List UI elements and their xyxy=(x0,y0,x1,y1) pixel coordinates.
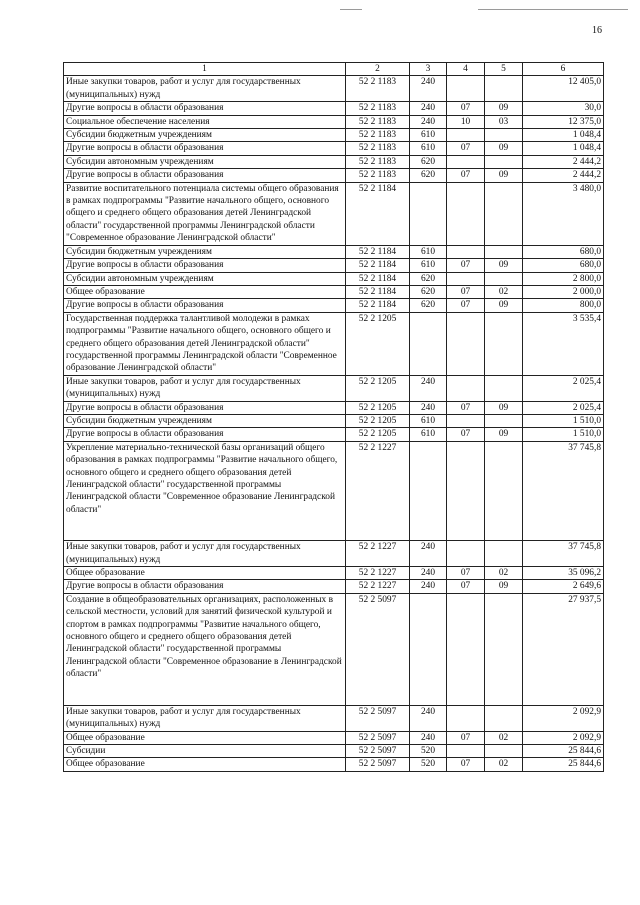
section-cell xyxy=(447,541,485,567)
target-code-cell: 52 2 1184 xyxy=(346,259,410,272)
item-name-cell: Развитие воспитательного потенциала системы общего образования в рамках подпрограммы "Развитие начального общего, основного общего и среднего общего образования детей Ленинградской области" государственной программы Ленинградской области "Современное образование Ленинградской области" xyxy=(64,182,346,245)
section-cell xyxy=(447,129,485,142)
section-cell: 07 xyxy=(447,102,485,115)
amount-cell: 680,0 xyxy=(523,245,604,258)
subsection-cell xyxy=(485,245,523,258)
table-row xyxy=(64,245,604,258)
table-row xyxy=(64,705,604,731)
table-row xyxy=(64,272,604,285)
table-row xyxy=(64,593,604,705)
section-cell: 07 xyxy=(447,401,485,414)
expense-type-cell xyxy=(410,593,447,705)
table-row xyxy=(64,731,604,744)
target-code-cell: 52 2 5097 xyxy=(346,731,410,744)
item-name-cell: Другие вопросы в области образования xyxy=(64,259,346,272)
table-row xyxy=(64,169,604,182)
expense-type-cell xyxy=(410,441,447,540)
item-name-cell: Иные закупки товаров, работ и услуг для государственных (муниципальных) нужд xyxy=(64,705,346,731)
amount-cell: 1 510,0 xyxy=(523,428,604,441)
table-row xyxy=(64,115,604,128)
subsection-cell: 03 xyxy=(485,115,523,128)
amount-cell: 2 649,6 xyxy=(523,580,604,593)
target-code-cell: 52 2 1227 xyxy=(346,541,410,567)
expense-type-cell: 610 xyxy=(410,142,447,155)
subsection-cell: 09 xyxy=(485,142,523,155)
item-name-cell: Социальное обеспечение населения xyxy=(64,115,346,128)
item-name-cell: Другие вопросы в области образования xyxy=(64,299,346,312)
item-name-cell: Другие вопросы в области образования xyxy=(64,580,346,593)
subsection-cell: 09 xyxy=(485,102,523,115)
table-row xyxy=(64,744,604,757)
amount-cell: 2 092,9 xyxy=(523,731,604,744)
table-row xyxy=(64,401,604,414)
item-name-cell: Субсидии автономным учреждениям xyxy=(64,155,346,168)
section-cell xyxy=(447,375,485,401)
target-code-cell: 52 2 1205 xyxy=(346,312,410,375)
expense-type-cell: 620 xyxy=(410,169,447,182)
expense-type-cell: 620 xyxy=(410,155,447,168)
subsection-cell xyxy=(485,414,523,427)
subsection-cell: 02 xyxy=(485,758,523,771)
expense-type-cell: 240 xyxy=(410,580,447,593)
target-code-cell: 52 2 1184 xyxy=(346,285,410,298)
section-cell xyxy=(447,441,485,540)
expense-type-cell: 240 xyxy=(410,115,447,128)
section-cell: 07 xyxy=(447,299,485,312)
item-name-cell: Другие вопросы в области образования xyxy=(64,428,346,441)
target-code-cell: 52 2 1205 xyxy=(346,375,410,401)
amount-cell: 1 048,4 xyxy=(523,142,604,155)
expense-type-cell: 610 xyxy=(410,245,447,258)
amount-cell: 37 745,8 xyxy=(523,441,604,540)
item-name-cell: Иные закупки товаров, работ и услуг для государственных (муниципальных) нужд xyxy=(64,375,346,401)
subsection-cell xyxy=(485,705,523,731)
amount-cell: 2 025,4 xyxy=(523,375,604,401)
expense-type-cell: 620 xyxy=(410,299,447,312)
table-row xyxy=(64,414,604,427)
table-row xyxy=(64,428,604,441)
amount-cell: 2 000,0 xyxy=(523,285,604,298)
table-row xyxy=(64,375,604,401)
section-cell xyxy=(447,312,485,375)
amount-cell: 3 480,0 xyxy=(523,182,604,245)
amount-cell: 25 844,6 xyxy=(523,758,604,771)
subsection-cell: 02 xyxy=(485,567,523,580)
table-row xyxy=(64,312,604,375)
column-header: 6 xyxy=(523,63,604,76)
subsection-cell xyxy=(485,375,523,401)
section-cell xyxy=(447,744,485,757)
target-code-cell: 52 2 5097 xyxy=(346,744,410,757)
table-row xyxy=(64,129,604,142)
target-code-cell: 52 2 1184 xyxy=(346,182,410,245)
target-code-cell: 52 2 1227 xyxy=(346,567,410,580)
item-name-cell: Создание в общеобразовательных организациях, расположенных в сельской местности, условий для занятий физической культурой и спортом в рамках подпрограммы "Развитие начального общего, основного общего и среднего общего образования детей Ленинградской области" государственной программы Ленинградской области "Современное образование в Ленинградской области" xyxy=(64,593,346,705)
section-cell xyxy=(447,76,485,102)
amount-cell: 2 444,2 xyxy=(523,155,604,168)
item-name-cell: Общее образование xyxy=(64,285,346,298)
section-cell xyxy=(447,414,485,427)
table-row xyxy=(64,567,604,580)
item-name-cell: Иные закупки товаров, работ и услуг для государственных (муниципальных) нужд xyxy=(64,76,346,102)
target-code-cell: 52 2 1205 xyxy=(346,428,410,441)
amount-cell: 30,0 xyxy=(523,102,604,115)
expense-type-cell: 610 xyxy=(410,414,447,427)
expense-type-cell: 240 xyxy=(410,401,447,414)
table-row xyxy=(64,541,604,567)
expense-type-cell: 520 xyxy=(410,758,447,771)
column-header: 1 xyxy=(64,63,346,76)
subsection-cell xyxy=(485,312,523,375)
target-code-cell: 52 2 1183 xyxy=(346,169,410,182)
section-cell: 07 xyxy=(447,758,485,771)
section-cell: 07 xyxy=(447,580,485,593)
target-code-cell: 52 2 1183 xyxy=(346,142,410,155)
header-row xyxy=(64,63,604,76)
section-cell: 07 xyxy=(447,428,485,441)
table-row xyxy=(64,285,604,298)
subsection-cell: 09 xyxy=(485,580,523,593)
section-cell: 07 xyxy=(447,285,485,298)
target-code-cell: 52 2 5097 xyxy=(346,593,410,705)
expense-type-cell: 240 xyxy=(410,705,447,731)
target-code-cell: 52 2 1183 xyxy=(346,102,410,115)
expense-type-cell xyxy=(410,182,447,245)
section-cell: 07 xyxy=(447,259,485,272)
expense-type-cell: 240 xyxy=(410,541,447,567)
amount-cell: 2 800,0 xyxy=(523,272,604,285)
subsection-cell xyxy=(485,155,523,168)
expense-type-cell: 520 xyxy=(410,744,447,757)
expense-type-cell: 620 xyxy=(410,285,447,298)
column-header: 5 xyxy=(485,63,523,76)
expense-type-cell: 240 xyxy=(410,731,447,744)
table-row xyxy=(64,758,604,771)
amount-cell: 3 535,4 xyxy=(523,312,604,375)
item-name-cell: Другие вопросы в области образования xyxy=(64,102,346,115)
table-body xyxy=(64,76,604,771)
target-code-cell: 52 2 1205 xyxy=(346,414,410,427)
subsection-cell: 09 xyxy=(485,169,523,182)
section-cell: 07 xyxy=(447,731,485,744)
subsection-cell: 09 xyxy=(485,259,523,272)
subsection-cell xyxy=(485,541,523,567)
amount-cell: 1 510,0 xyxy=(523,414,604,427)
expense-type-cell: 610 xyxy=(410,129,447,142)
item-name-cell: Общее образование xyxy=(64,567,346,580)
subsection-cell: 09 xyxy=(485,299,523,312)
item-name-cell: Укрепление материально-технической базы организаций общего образования в рамках подпрограммы "Развитие начального общего, основного общего и среднего общего образования детей Ленинградской области" государственной программы Ленинградской области "Современное образование Ленинградской области" xyxy=(64,441,346,540)
table-row xyxy=(64,102,604,115)
table-row xyxy=(64,259,604,272)
subsection-cell: 09 xyxy=(485,401,523,414)
subsection-cell: 09 xyxy=(485,428,523,441)
amount-cell: 2 025,4 xyxy=(523,401,604,414)
section-cell xyxy=(447,182,485,245)
subsection-cell xyxy=(485,129,523,142)
target-code-cell: 52 2 5097 xyxy=(346,758,410,771)
item-name-cell: Государственная поддержка талантливой молодежи в рамках подпрограммы "Развитие начального общего, основного общего и среднего общего образования детей Ленинградской области" государственной программы Ленинградской области "Современное образование Ленинградской области" xyxy=(64,312,346,375)
target-code-cell: 52 2 1205 xyxy=(346,401,410,414)
item-name-cell: Другие вопросы в области образования xyxy=(64,142,346,155)
expense-type-cell: 240 xyxy=(410,76,447,102)
amount-cell: 12 375,0 xyxy=(523,115,604,128)
budget-table xyxy=(63,62,604,772)
subsection-cell xyxy=(485,441,523,540)
section-cell: 07 xyxy=(447,142,485,155)
item-name-cell: Субсидии бюджетным учреждениям xyxy=(64,414,346,427)
table-row xyxy=(64,580,604,593)
column-header: 4 xyxy=(447,63,485,76)
table-row xyxy=(64,155,604,168)
page-number: 16 xyxy=(592,25,602,36)
target-code-cell: 52 2 1183 xyxy=(346,76,410,102)
subsection-cell xyxy=(485,744,523,757)
target-code-cell: 52 2 5097 xyxy=(346,705,410,731)
amount-cell: 800,0 xyxy=(523,299,604,312)
column-header: 3 xyxy=(410,63,447,76)
item-name-cell: Субсидии автономным учреждениям xyxy=(64,272,346,285)
item-name-cell: Другие вопросы в области образования xyxy=(64,401,346,414)
table-row xyxy=(64,76,604,102)
section-cell xyxy=(447,245,485,258)
amount-cell: 1 048,4 xyxy=(523,129,604,142)
amount-cell: 35 096,2 xyxy=(523,567,604,580)
amount-cell: 37 745,8 xyxy=(523,541,604,567)
table-row xyxy=(64,142,604,155)
subsection-cell xyxy=(485,182,523,245)
section-cell: 07 xyxy=(447,169,485,182)
amount-cell: 27 937,5 xyxy=(523,593,604,705)
column-header: 2 xyxy=(346,63,410,76)
item-name-cell: Другие вопросы в области образования xyxy=(64,169,346,182)
expense-type-cell: 240 xyxy=(410,102,447,115)
section-cell xyxy=(447,155,485,168)
amount-cell: 12 405,0 xyxy=(523,76,604,102)
item-name-cell: Общее образование xyxy=(64,731,346,744)
scan-artifact xyxy=(340,9,362,10)
item-name-cell: Субсидии бюджетным учреждениям xyxy=(64,245,346,258)
amount-cell: 680,0 xyxy=(523,259,604,272)
section-cell xyxy=(447,272,485,285)
subsection-cell: 02 xyxy=(485,731,523,744)
table-row xyxy=(64,441,604,540)
subsection-cell xyxy=(485,593,523,705)
table-row xyxy=(64,299,604,312)
target-code-cell: 52 2 1227 xyxy=(346,580,410,593)
target-code-cell: 52 2 1184 xyxy=(346,272,410,285)
target-code-cell: 52 2 1227 xyxy=(346,441,410,540)
expense-type-cell: 610 xyxy=(410,428,447,441)
expense-type-cell xyxy=(410,312,447,375)
subsection-cell xyxy=(485,272,523,285)
expense-type-cell: 620 xyxy=(410,272,447,285)
item-name-cell: Общее образование xyxy=(64,758,346,771)
target-code-cell: 52 2 1183 xyxy=(346,129,410,142)
target-code-cell: 52 2 1183 xyxy=(346,155,410,168)
target-code-cell: 52 2 1184 xyxy=(346,299,410,312)
target-code-cell: 52 2 1183 xyxy=(346,115,410,128)
section-cell xyxy=(447,593,485,705)
table-row xyxy=(64,182,604,245)
expense-type-cell: 240 xyxy=(410,567,447,580)
target-code-cell: 52 2 1184 xyxy=(346,245,410,258)
subsection-cell: 02 xyxy=(485,285,523,298)
scan-artifact xyxy=(478,9,628,10)
section-cell: 10 xyxy=(447,115,485,128)
expense-type-cell: 610 xyxy=(410,259,447,272)
amount-cell: 2 444,2 xyxy=(523,169,604,182)
item-name-cell: Субсидии бюджетным учреждениям xyxy=(64,129,346,142)
amount-cell: 25 844,6 xyxy=(523,744,604,757)
item-name-cell: Субсидии xyxy=(64,744,346,757)
section-cell: 07 xyxy=(447,567,485,580)
expense-type-cell: 240 xyxy=(410,375,447,401)
section-cell xyxy=(447,705,485,731)
item-name-cell: Иные закупки товаров, работ и услуг для государственных (муниципальных) нужд xyxy=(64,541,346,567)
subsection-cell xyxy=(485,76,523,102)
amount-cell: 2 092,9 xyxy=(523,705,604,731)
